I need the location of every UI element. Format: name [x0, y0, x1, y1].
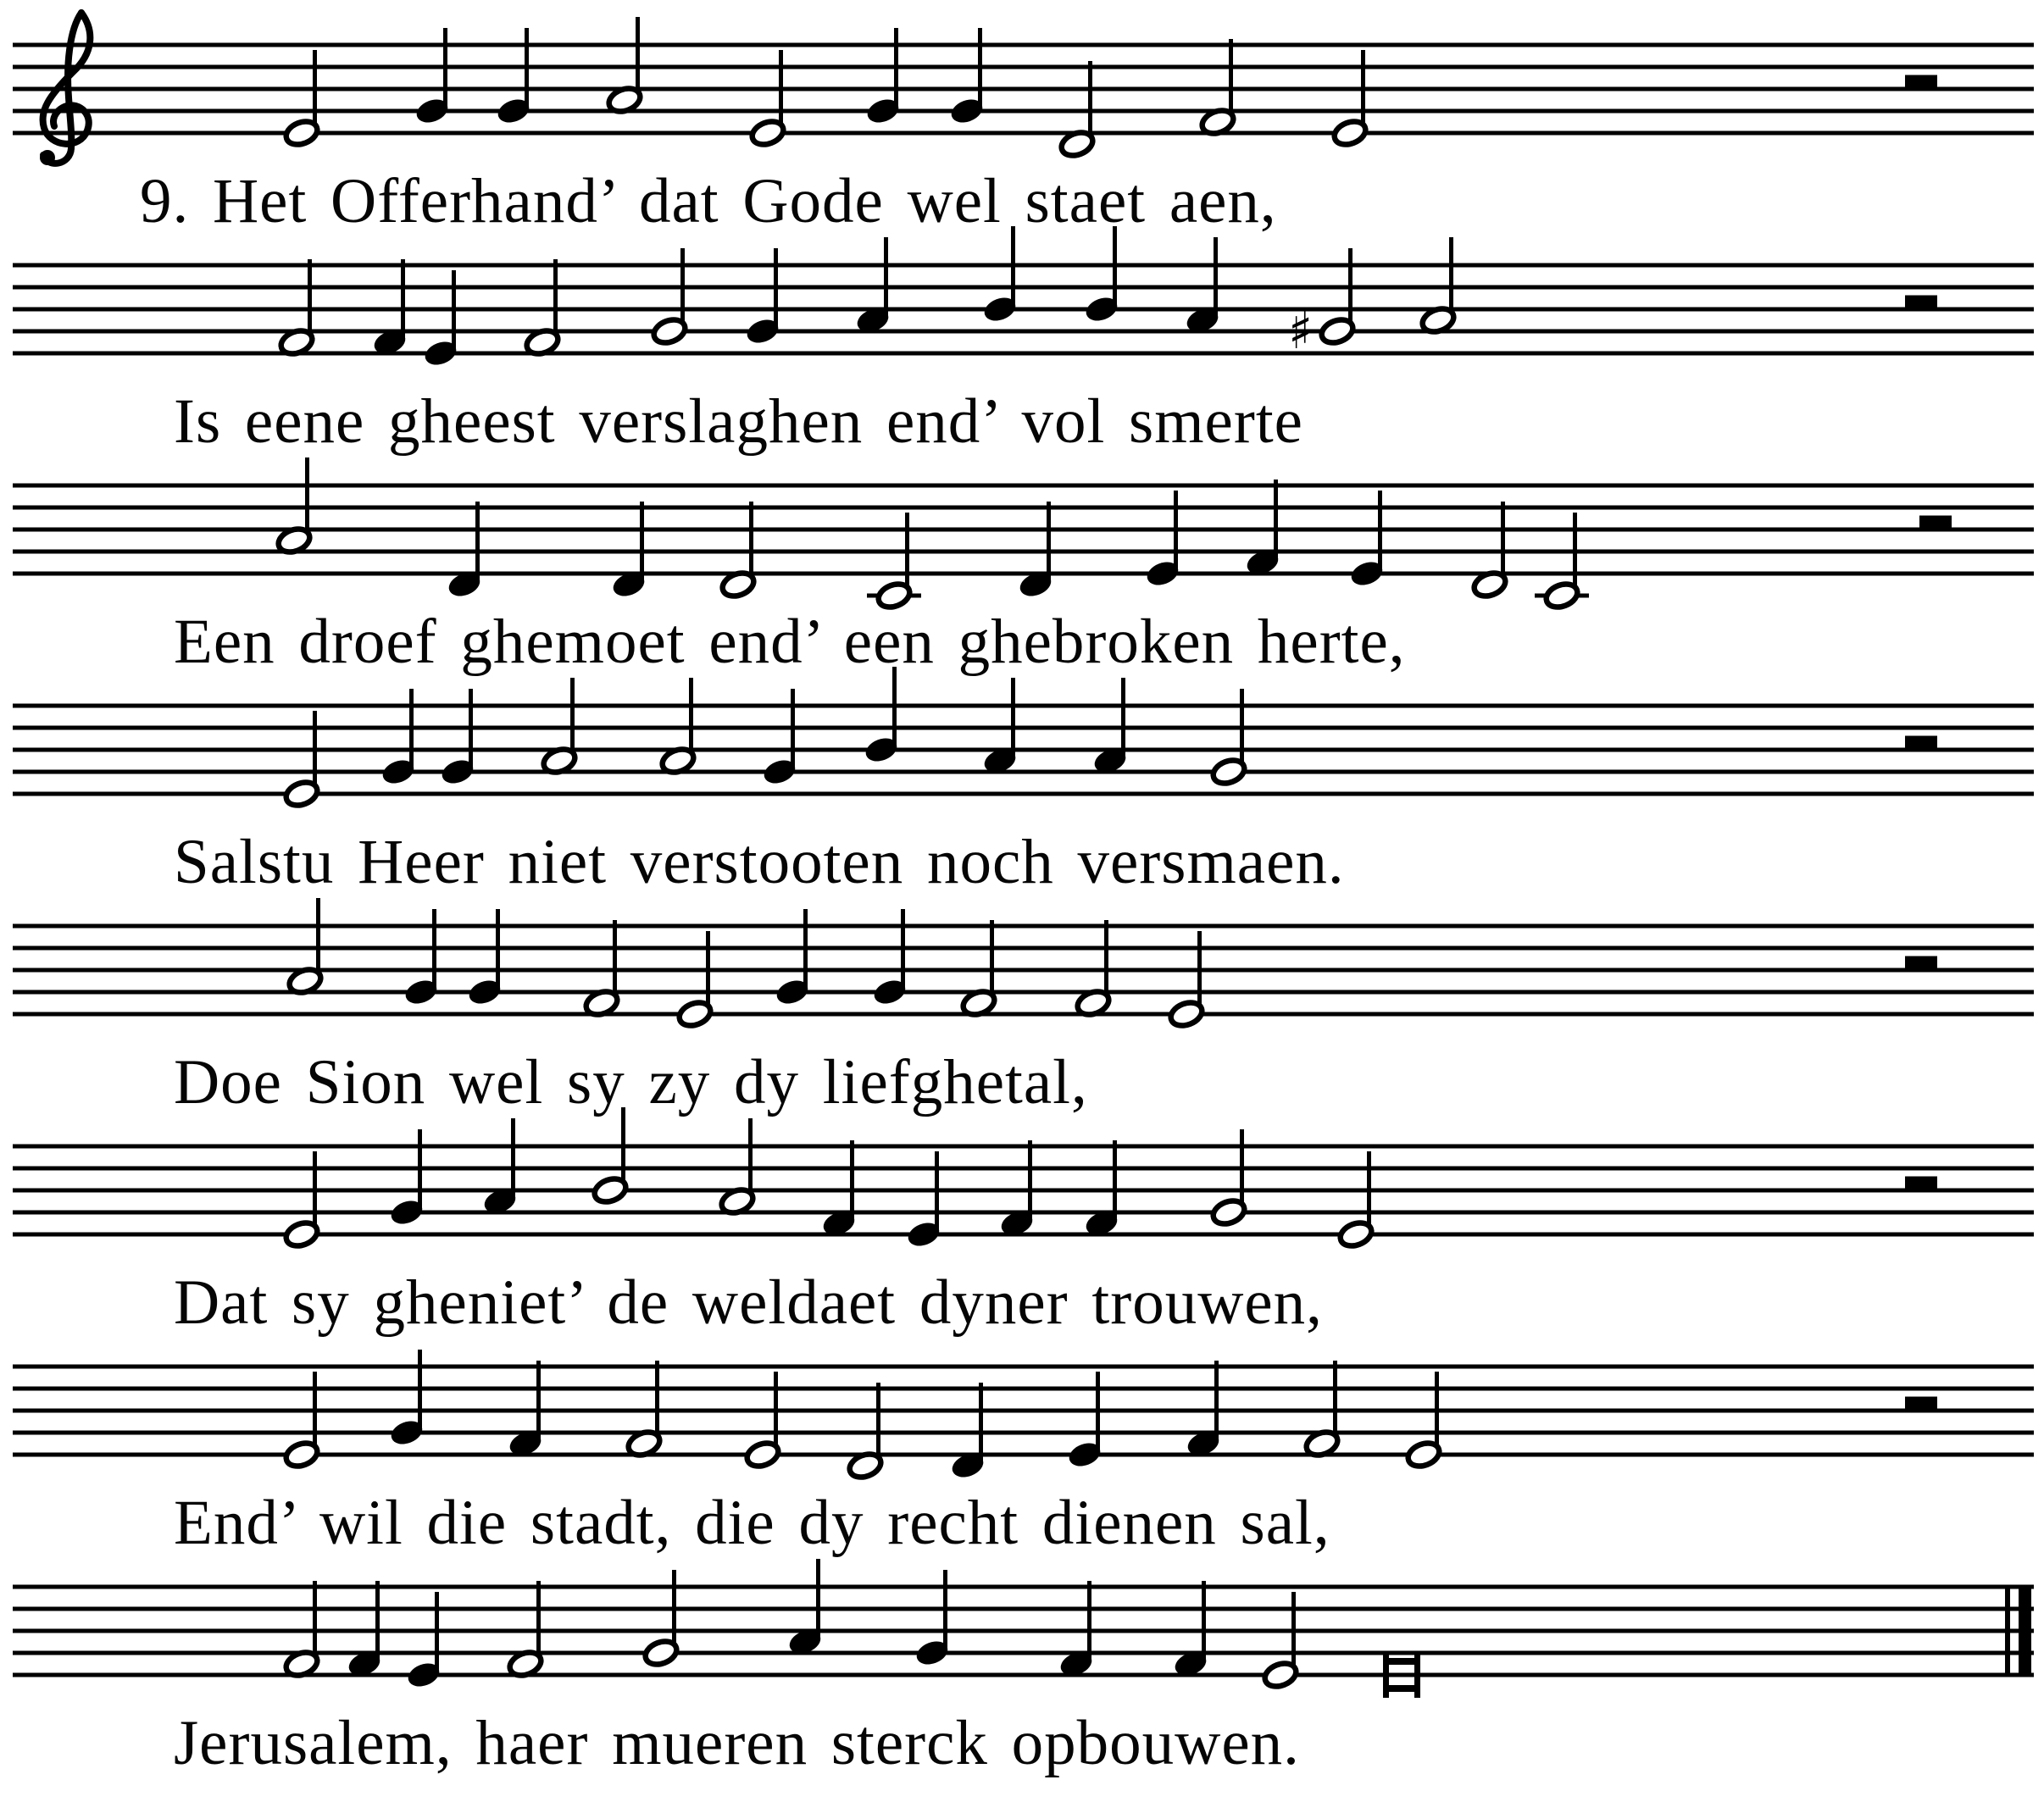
note-stem [749, 502, 753, 583]
half-rest [1905, 75, 1937, 87]
note-stem [1174, 491, 1178, 572]
note-stem [375, 1581, 380, 1662]
note-stem [1047, 502, 1051, 583]
note-stem [621, 1107, 625, 1189]
note-stem [1087, 1581, 1091, 1662]
note-stem [313, 711, 317, 792]
note-stem [308, 259, 312, 341]
note-stem [1435, 1372, 1439, 1453]
note-stem [1011, 226, 1015, 308]
half-rest [1905, 1177, 1937, 1189]
clef-spine [68, 13, 81, 148]
note-stem [1333, 1361, 1337, 1442]
half-note [651, 316, 688, 347]
half-note [1262, 1660, 1299, 1691]
note-stem [536, 1581, 541, 1662]
half-note [1337, 1219, 1375, 1250]
note-stem [791, 689, 795, 770]
note-stem [1501, 502, 1505, 583]
note-stem [313, 1372, 317, 1453]
note-stem [892, 667, 897, 748]
half-note [592, 1175, 629, 1206]
note-stem [905, 513, 909, 594]
note-stem [876, 1383, 880, 1464]
half-note [1405, 1439, 1442, 1471]
staff-system-7 [13, 1350, 2034, 1481]
lyric-line-3: Een droef ghemoet end’ een ghebroken herte, [174, 607, 1406, 677]
note-stem [1028, 1140, 1032, 1222]
half-note [1210, 757, 1247, 788]
final-barline-thin [2005, 1585, 2010, 1677]
note-stem [1011, 678, 1015, 759]
note-stem [1214, 237, 1218, 319]
half-note [749, 118, 786, 149]
note-stem [1202, 1581, 1206, 1662]
note-stem [689, 678, 693, 759]
note-stem [418, 1129, 422, 1211]
note-stem [680, 248, 685, 330]
breve-note [1414, 1652, 1420, 1698]
note-stem [1573, 513, 1577, 594]
half-note [744, 1439, 781, 1471]
note-stem [803, 909, 808, 990]
note-stem [435, 1592, 439, 1673]
staff-line [13, 330, 2034, 334]
note-stem [432, 909, 436, 990]
half-note [1543, 580, 1580, 612]
note-stem [850, 1140, 854, 1222]
half-note [642, 1638, 680, 1669]
note-stem [553, 259, 558, 341]
lyric-line-6: Dat sy gheniet’ de weldaet dyner trouwen, [174, 1267, 1323, 1338]
note-stem [525, 28, 529, 109]
staff-line [13, 1673, 2034, 1677]
half-rest [1905, 296, 1937, 308]
note-stem [672, 1570, 676, 1651]
staff-system-4 [13, 667, 2034, 809]
half-note [283, 1219, 320, 1250]
half-note [1331, 118, 1369, 149]
staff-line [13, 308, 2034, 312]
lyric-line-4: Salstu Heer niet verstooten noch versmaen. [174, 827, 1345, 897]
note-stem [1378, 491, 1382, 572]
sharp-accidental-icon: ♯ [1288, 302, 1314, 361]
note-stem [1229, 39, 1233, 120]
note-stem [443, 28, 447, 109]
note-stem [816, 1559, 820, 1640]
half-note [283, 1439, 320, 1471]
staff-line [13, 1145, 2034, 1149]
note-stem [469, 689, 473, 770]
lyric-line-2: Is eene gheest verslaghen end’ vol smerte [174, 386, 1303, 457]
lyric-line-5: Doe Sion wel sy zy dy liefghetal, [174, 1047, 1088, 1117]
half-note [1319, 316, 1356, 347]
note-stem [1361, 50, 1365, 131]
note-stem [774, 1372, 778, 1453]
note-stem [1197, 931, 1202, 1012]
note-stem [401, 259, 405, 341]
staff-line [13, 286, 2034, 290]
breve-note [1388, 1685, 1415, 1692]
note-stem [452, 270, 456, 352]
note-stem [613, 920, 617, 1001]
note-stem [570, 678, 575, 759]
note-stem [943, 1570, 947, 1651]
note-stem [655, 1361, 659, 1442]
note-stem [1121, 678, 1125, 759]
staff-line [13, 990, 2034, 995]
note-stem [1214, 1361, 1219, 1442]
staff-line [13, 924, 2034, 929]
note-stem [313, 1581, 317, 1662]
half-rest [1905, 1397, 1937, 1409]
note-stem [935, 1151, 939, 1233]
lyric-line-1: 9. Het Offerhand’ dat Gode wel staet aen, [140, 166, 1277, 236]
staff-system-8 [13, 1559, 2034, 1698]
note-stem [409, 689, 414, 770]
staff-line [13, 43, 2034, 47]
note-stem [1104, 920, 1108, 1001]
staff-line [13, 263, 2034, 268]
note-stem [1348, 248, 1352, 330]
note-stem [305, 457, 309, 539]
final-barline-thick [2019, 1585, 2031, 1677]
note-stem [313, 1151, 317, 1233]
breve-note [1388, 1658, 1415, 1665]
note-stem [1113, 1140, 1117, 1222]
note-stem [894, 28, 898, 109]
half-note [676, 999, 714, 1030]
note-stem [1096, 1372, 1100, 1453]
staff-line [13, 572, 2034, 576]
clef-blob [40, 150, 55, 165]
note-stem [1240, 1129, 1244, 1211]
note-stem [1240, 689, 1244, 770]
note-stem [884, 237, 888, 319]
note-stem [706, 931, 710, 1012]
note-stem [536, 1361, 541, 1442]
staff-system-6 [13, 1107, 2034, 1250]
half-note [283, 118, 320, 149]
note-stem [990, 920, 994, 1001]
staff-line [13, 506, 2034, 510]
half-rest [1905, 956, 1937, 968]
staff-line [13, 352, 2034, 356]
staff-line [13, 484, 2034, 488]
note-stem [748, 1118, 753, 1200]
note-stem [1113, 226, 1117, 308]
note-stem [496, 909, 500, 990]
staff-line [13, 550, 2034, 554]
half-note [283, 779, 320, 810]
staff-line [13, 704, 2034, 708]
note-stem [1449, 237, 1453, 319]
staff-line [13, 1012, 2034, 1017]
note-stem [475, 502, 480, 583]
note-stem [979, 1383, 983, 1464]
staff-system-5 [13, 898, 2034, 1029]
half-note [1168, 999, 1205, 1030]
note-stem [636, 17, 640, 98]
staff-line [13, 946, 2034, 951]
note-stem [1274, 480, 1278, 561]
half-rest [1919, 516, 1952, 528]
note-stem [1088, 61, 1092, 142]
note-stem [511, 1118, 515, 1200]
lyric-line-8: Jerusalem, haer mueren sterck opbouwen. [174, 1708, 1300, 1778]
half-rest [1905, 736, 1937, 748]
note-stem [316, 898, 320, 979]
note-stem [901, 909, 905, 990]
lyric-line-7: End’ wil die stadt, die dy recht dienen sal, [174, 1488, 1330, 1558]
staff-line [13, 528, 2034, 532]
staff-system-1 [13, 13, 2034, 165]
note-stem [418, 1350, 422, 1431]
staff-system-3 [13, 457, 2034, 611]
note-stem [313, 50, 317, 131]
note-stem [779, 50, 783, 131]
staff-line [13, 1365, 2034, 1369]
half-note [1210, 1197, 1247, 1228]
note-stem [774, 248, 778, 330]
note-stem [640, 502, 644, 583]
breve-note [1383, 1652, 1389, 1698]
note-stem [978, 28, 982, 109]
note-stem [1291, 1592, 1296, 1673]
staff-system-2 [13, 226, 2034, 369]
note-stem [1367, 1151, 1371, 1233]
